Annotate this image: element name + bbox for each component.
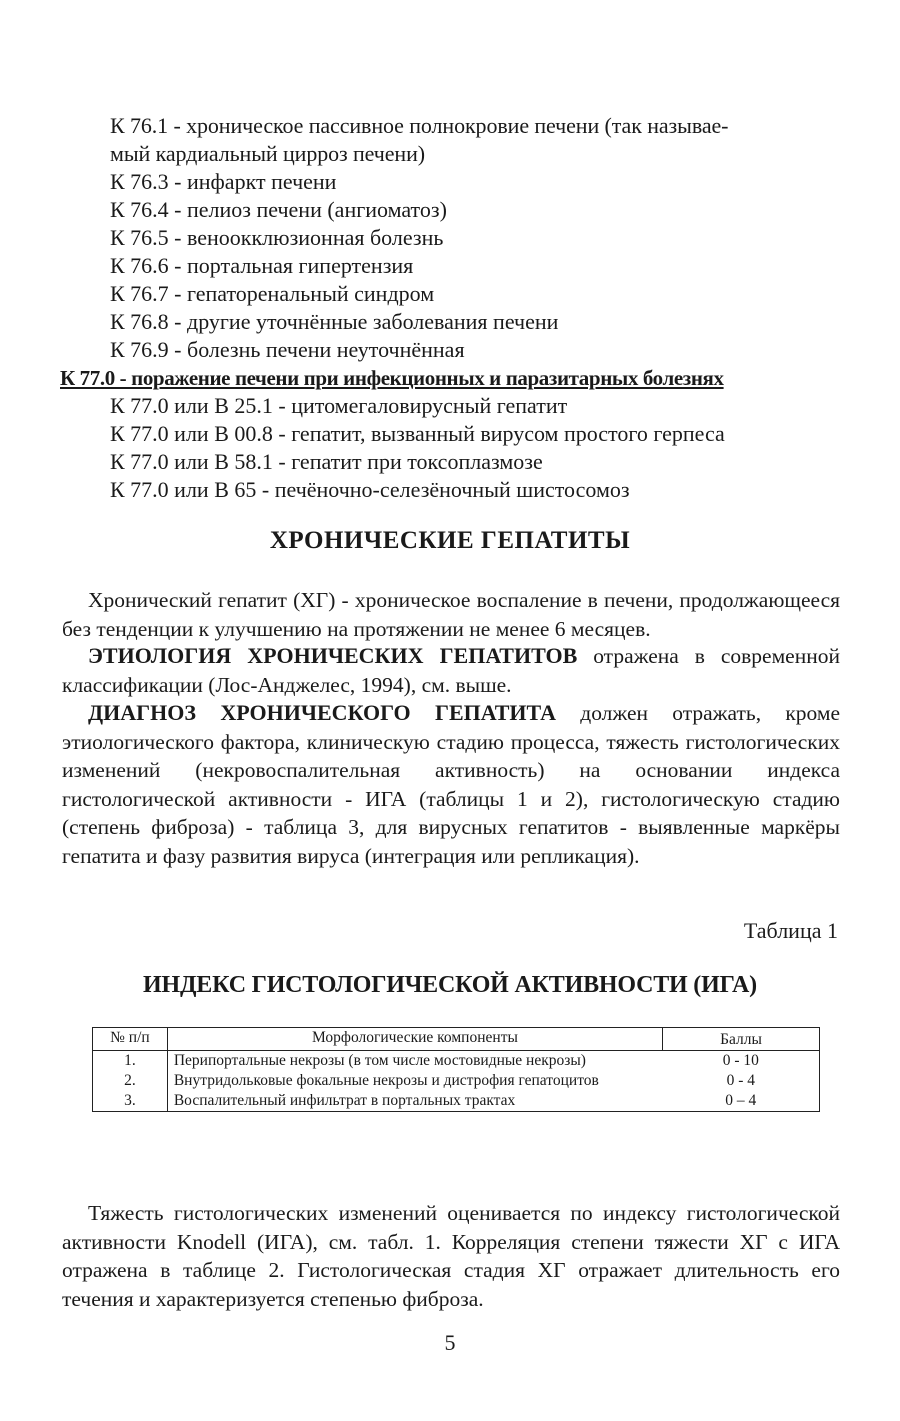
icd-code: К 76.8 - [110, 309, 187, 334]
paragraph-etiology [62, 642, 840, 699]
icd-description: пелиоз печени (ангиоматоз) [187, 197, 447, 222]
paragraph-text: Тяжесть гистологических изменений оценивается по индексу гистологической активности Knodell (ИГА), см. табл. 1. Корреляция степени тяжести ХГ с ИГА отражена в таблице 2. Гистологическая стадия ХГ отражает длительность его течения и характеризуется степенью фиброза. [62, 1201, 840, 1311]
column-header-component: Морфологические компоненты [167, 1028, 662, 1051]
icd-description: другие уточнённые заболевания печени [187, 309, 559, 334]
column-header-number: № п/п [93, 1028, 168, 1051]
list-item-k76-8 [110, 308, 558, 336]
cell-score: 0 - 4 [663, 1071, 820, 1091]
list-item-k76-3 [110, 168, 336, 196]
icd-description: болезнь печени неуточнённая [187, 337, 465, 362]
list-item-k76-7 [110, 280, 434, 308]
paragraph-bold-lead: ЭТИОЛОГИЯ ХРОНИЧЕСКИХ ГЕПАТИТОВ [88, 643, 578, 668]
column-header-score: Баллы [663, 1028, 820, 1051]
list-item-k77-b65: К 77.0 или В 65 - печёночно-селезёночный шистосомоз [110, 477, 630, 502]
list-item-k77-b25: К 77.0 или В 25.1 - цитомегаловирусный гепатит [110, 393, 568, 418]
list-item-k76-1 [110, 112, 850, 168]
icd-code: К 76.7 - [110, 281, 187, 306]
icd-code: К 76.5 - [110, 225, 187, 250]
cell-component: Внутридольковые фокальные некрозы и дистрофия гепатоцитов [173, 1072, 599, 1089]
list-item-k77-b00: К 77.0 или В 00.8 - гепатит, вызванный вирусом простого герпеса [110, 421, 725, 446]
iga-table [92, 1027, 820, 1112]
page-number: 5 [444, 1330, 456, 1355]
icd-description: веноокклюзионная болезнь [187, 225, 444, 250]
table-row [93, 1051, 820, 1072]
cell-score: 0 – 4 [663, 1091, 820, 1112]
table-title: ИНДЕКС ГИСТОЛОГИЧЕСКОЙ АКТИВНОСТИ (ИГА) [143, 972, 757, 998]
k77-heading: К 77.0 - поражение печени при инфекционных и паразитарных болезнях [60, 366, 724, 390]
section-title: ХРОНИЧЕСКИЕ ГЕПАТИТЫ [269, 527, 631, 554]
table-row [93, 1091, 820, 1112]
table-caption: Таблица 1 [743, 918, 838, 943]
paragraph-text: Хронический гепатит (ХГ) - хроническое воспаление в печени, продолжающееся без тенденции к улучшению на протяжении не менее 6 месяцев. [62, 588, 840, 641]
cell-score: 0 - 10 [663, 1051, 820, 1072]
cell-number: 1. [93, 1051, 168, 1072]
cell-component: Перипортальные некрозы (в том числе мостовидные некрозы) [173, 1052, 586, 1069]
icd-description: гепаторенальный синдром [187, 281, 435, 306]
icd-description: инфаркт печени [187, 169, 337, 194]
icd-description: портальная гипертензия [187, 253, 414, 278]
paragraph-diagnosis [62, 699, 840, 870]
list-item-k76-5 [110, 224, 443, 252]
table-header-row [93, 1028, 820, 1051]
list-item-k76-4 [110, 196, 447, 224]
paragraph-severity [62, 1199, 840, 1313]
cell-number: 3. [93, 1091, 168, 1112]
paragraph-text: отражена в современной классификации (Лос-Анджелес, 1994), см. выше. [62, 644, 840, 697]
list-item-k76-9 [110, 336, 465, 364]
icd-code: К 76.6 - [110, 253, 187, 278]
list-item-k77-b58: К 77.0 или В 58.1 - гепатит при токсоплазмозе [110, 449, 543, 474]
paragraph-definition [62, 586, 840, 643]
table-row [93, 1071, 820, 1091]
list-item-text: К 76.1 - хроническое пассивное полнокровие печени (так называе- [110, 113, 729, 138]
paragraph-text: должен отражать, кроме этиологического фактора, клиническую стадию процесса, тяжесть гистологических изменений (некровоспалительная активность) на основании индекса гистологической активности - ИГА (таблицы 1 и 2), гистологическую стадию (степень фиброза) - таблица 3, для вирусных гепатитов - выявленные маркёры гепатита и фазу развития вируса (интеграция или репликация). [62, 701, 841, 868]
cell-component: Воспалительный инфильтрат в портальных трактах [167, 1091, 662, 1112]
list-item-k76-6 [110, 252, 413, 280]
cell-number: 2. [93, 1071, 168, 1091]
list-item-text: мый кардиальный цирроз печени) [110, 141, 426, 166]
paragraph-bold-lead: ДИАГНОЗ ХРОНИЧЕСКОГО ГЕПАТИТА [88, 700, 557, 725]
icd-code: К 76.3 - [110, 169, 187, 194]
icd-code: К 76.9 - [110, 337, 187, 362]
icd-code: К 76.4 - [110, 197, 187, 222]
